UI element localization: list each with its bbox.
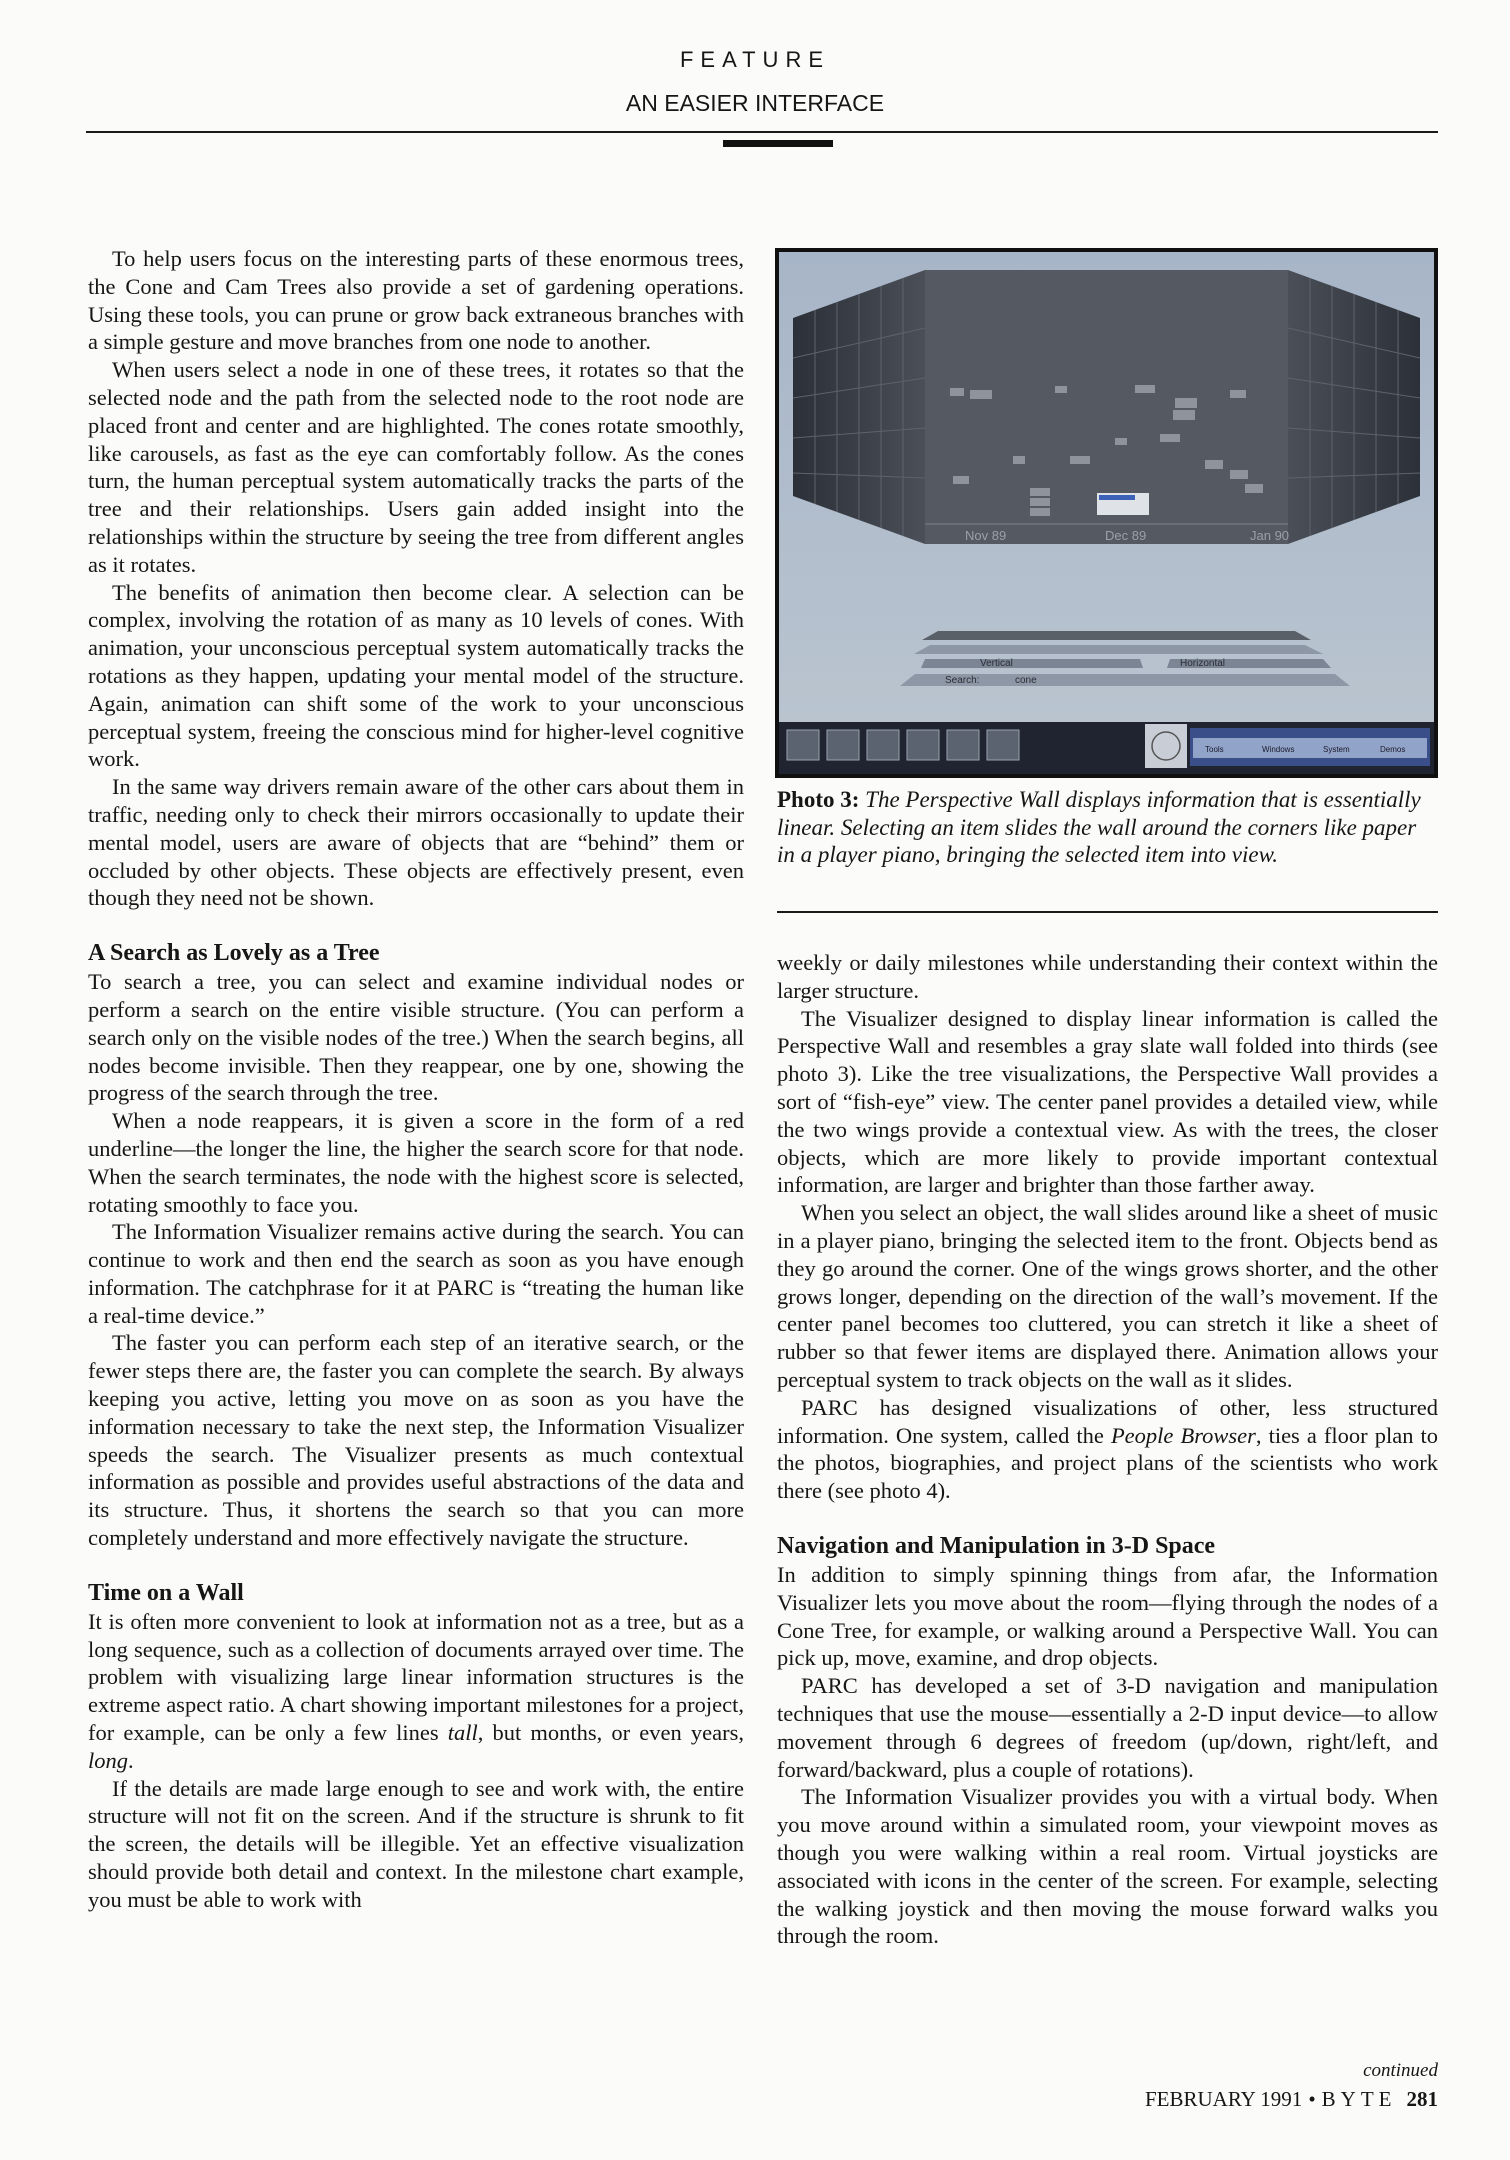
paragraph: PARC has developed a set of 3-D navigation and manipulation techniques that use the mouse—essentially a 2-D input device—to allow movement through 6 degrees of freedom (up/down, right/left, and forward/backward, plus a couple of rotations). [777, 1673, 1438, 1782]
paragraph: If the details are made large enough to see and work with, the entire structure will not fit on the screen. And if the structure is shrunk to fit the screen, the details will be illegible. Yet an effective visualization should provide both detail and context. In the milestone chart example, you must be able to work with [88, 1775, 744, 1912]
month-label: Dec 89 [1105, 528, 1147, 543]
menu-label: Tools [1205, 745, 1224, 754]
caption-rule [777, 911, 1438, 913]
month-label: Jan 90 [1250, 528, 1290, 543]
button-label: Vertical [980, 658, 1013, 669]
caption-text: The Perspective Wall displays information that is essentially linear. Selecting an item slides the wall around the corners like paper in a player piano, bringing the selected item into view. [777, 787, 1421, 867]
button-label: Horizontal [1180, 658, 1226, 669]
emphasis: tall [447, 1720, 478, 1746]
separator-bullet: • [1308, 2087, 1316, 2111]
section-heading-search: A Search as Lovely as a Tree [88, 940, 380, 967]
paragraph: When a node reappears, it is given a score in the form of a red underline—the longer the line, the higher the search score for that node. When the search terminates, the node with the highest score is selected, rotating smoothly to face you. [88, 1108, 744, 1217]
text-run: , but months, or even years, [477, 1720, 744, 1746]
header-bar [723, 140, 833, 147]
left-column [88, 245, 744, 1914]
paragraph: When users select a node in one of these trees, it rotates so that the selected node and the path from the selected node to the root node are placed front and center and are highlighted. The cones rotate smoothly, like carousels, as fast as the eye can comfortably follow. As the cones turn, the human perceptual system automatically tracks the parts of the tree and their relationships. Users gain added insight into the relationships within the structure by seeing the tree from different angles as it rotates. [88, 357, 744, 577]
section-heading-wall: Time on a Wall [88, 1579, 244, 1606]
text-run: It is often more convenient to look at information not as a tree, but as a long sequence, such as a collection of documents arrayed over time. The problem with visualizing large linear information structures is the extreme aspect ratio. A chart showing important milestones for a project, for example, can be only a few lines [88, 1608, 744, 1746]
perspective-wall-screenshot [775, 248, 1438, 778]
text-run: PARC has designed visualizations of other, less structured information. One system, called the [777, 1394, 1438, 1448]
continued-note: continued [1363, 2060, 1438, 2081]
menu-label: Demos [1380, 745, 1406, 754]
header-rule [86, 131, 1438, 133]
paragraph: In the same way drivers remain aware of the other cars about them in traffic, needing only to check their mirrors occasionally to update their mental model, users are aware of objects that are “behind” them or occluded by other objects. These objects are effectively present, even though they need not be shown. [88, 774, 744, 911]
running-title: AN EASIER INTERFACE [625, 90, 885, 116]
paragraph: In addition to simply spinning things from afar, the Information Visualizer lets you move about the room—flying through the nodes of a Cone Tree, for example, or walking around a Perspective Wall. You can pick up, move, examine, and drop objects. [777, 1561, 1438, 1671]
menu-label: System [1323, 745, 1350, 754]
photo-caption [777, 786, 1438, 869]
paragraph: The Information Visualizer provides you with a virtual body. When you move around within a simulated room, your viewpoint moves as though you were walking within a real room. Virtual joysticks are associated with icons in the center of the screen. For example, selecting the walking joystick and then moving the mouse forward walks you through the room. [777, 1784, 1438, 1949]
menu-label: Windows [1262, 745, 1295, 754]
month-label: Nov 89 [965, 528, 1007, 543]
paragraph: When you select an object, the wall slides around like a sheet of music in a player piano, bringing the selected item to the front. Objects bend as they go around the corner. One of the wings grows shorter, and the other grows longer, depending on the direction of the wall’s movement. If the center panel becomes too cluttered, you can stretch it like a sheet of rubber so that fewer items are displayed there. Animation allows your perceptual system to track objects on the wall as it slides. [777, 1200, 1438, 1392]
magazine-name: BYTE [1321, 2087, 1397, 2111]
paragraph: The benefits of animation then become clear. A selection can be complex, involving the rotation of as many as 10 levels of cones. With animation, your unconscious perceptual system automatically tracks the rotations as they happen, updating your mental model of the structure. Again, animation can shift some of the work to your unconscious perceptual system, freeing the conscious mind for higher-level cognitive work. [88, 579, 744, 772]
paragraph: The faster you can perform each step of an iterative search, or the fewer steps there are, the faster you can complete the search. By always keeping you active, letting you move on as soon as you have the information necessary to take the next step, the Information Visualizer speeds the search. The Visualizer presents as much contextual information as possible and provides useful abstractions of the data and its structure. Thus, it shortens the search so that you can more completely understand and more effectively navigate the structure. [88, 1330, 744, 1551]
paragraph [88, 1608, 744, 1775]
paragraph: weekly or daily milestones while understanding their context within the larger structure. [777, 950, 1438, 1003]
button-label: cone [1015, 675, 1037, 686]
emphasis: long [88, 1747, 129, 1773]
page-footer [1000, 2087, 1438, 2112]
section-heading-navigation: Navigation and Manipulation in 3-D Space [777, 1532, 1216, 1559]
paragraph: The Information Visualizer remains active during the search. You can continue to work and then end the search as soon as you have enough information. The catchphrase for it at PARC is “treating the human like a real-time device.” [88, 1219, 744, 1328]
paragraph: To help users focus on the interesting parts of these enormous trees, the Cone and Cam Trees also provide a set of gardening operations. Using these tools, you can prune or grow back extraneous branches with a simple gesture and move branches from one node to another. [88, 246, 744, 355]
paragraph [777, 1394, 1438, 1505]
emphasis: People Browser [1110, 1422, 1256, 1448]
photo-perspective-wall [775, 248, 1438, 778]
section-label: FEATURE [679, 47, 831, 72]
caption-label: Photo 3: [777, 787, 860, 812]
issue-date: FEBRUARY 1991 [1144, 2087, 1303, 2111]
text-run: . [128, 1747, 134, 1773]
paragraph: To search a tree, you can select and examine individual nodes or perform a search on the entire visible structure. (You can perform a search only on the visible nodes of the tree.) When the search begins, all nodes become invisible. Then they reappear, one by one, showing the progress of the search through the tree. [88, 969, 744, 1106]
page-number: 281 [1406, 2087, 1438, 2111]
text-run: , ties a floor plan to the photos, biographies, and project plans of the scientists who work there (see photo 4). [777, 1422, 1438, 1504]
right-column [777, 949, 1438, 1950]
paragraph: The Visualizer designed to display linear information is called the Perspective Wall and resembles a gray slate wall folded into thirds (see photo 3). Like the tree visualizations, the Perspective Wall provides a sort of “fish-eye” view. The center panel provides a detailed view, while the two wings provide a contextual view. As with the trees, the closer objects, which are more likely to provide important contextual information, are larger and brighter than those farther away. [777, 1005, 1438, 1198]
button-label: Search: [945, 675, 980, 686]
